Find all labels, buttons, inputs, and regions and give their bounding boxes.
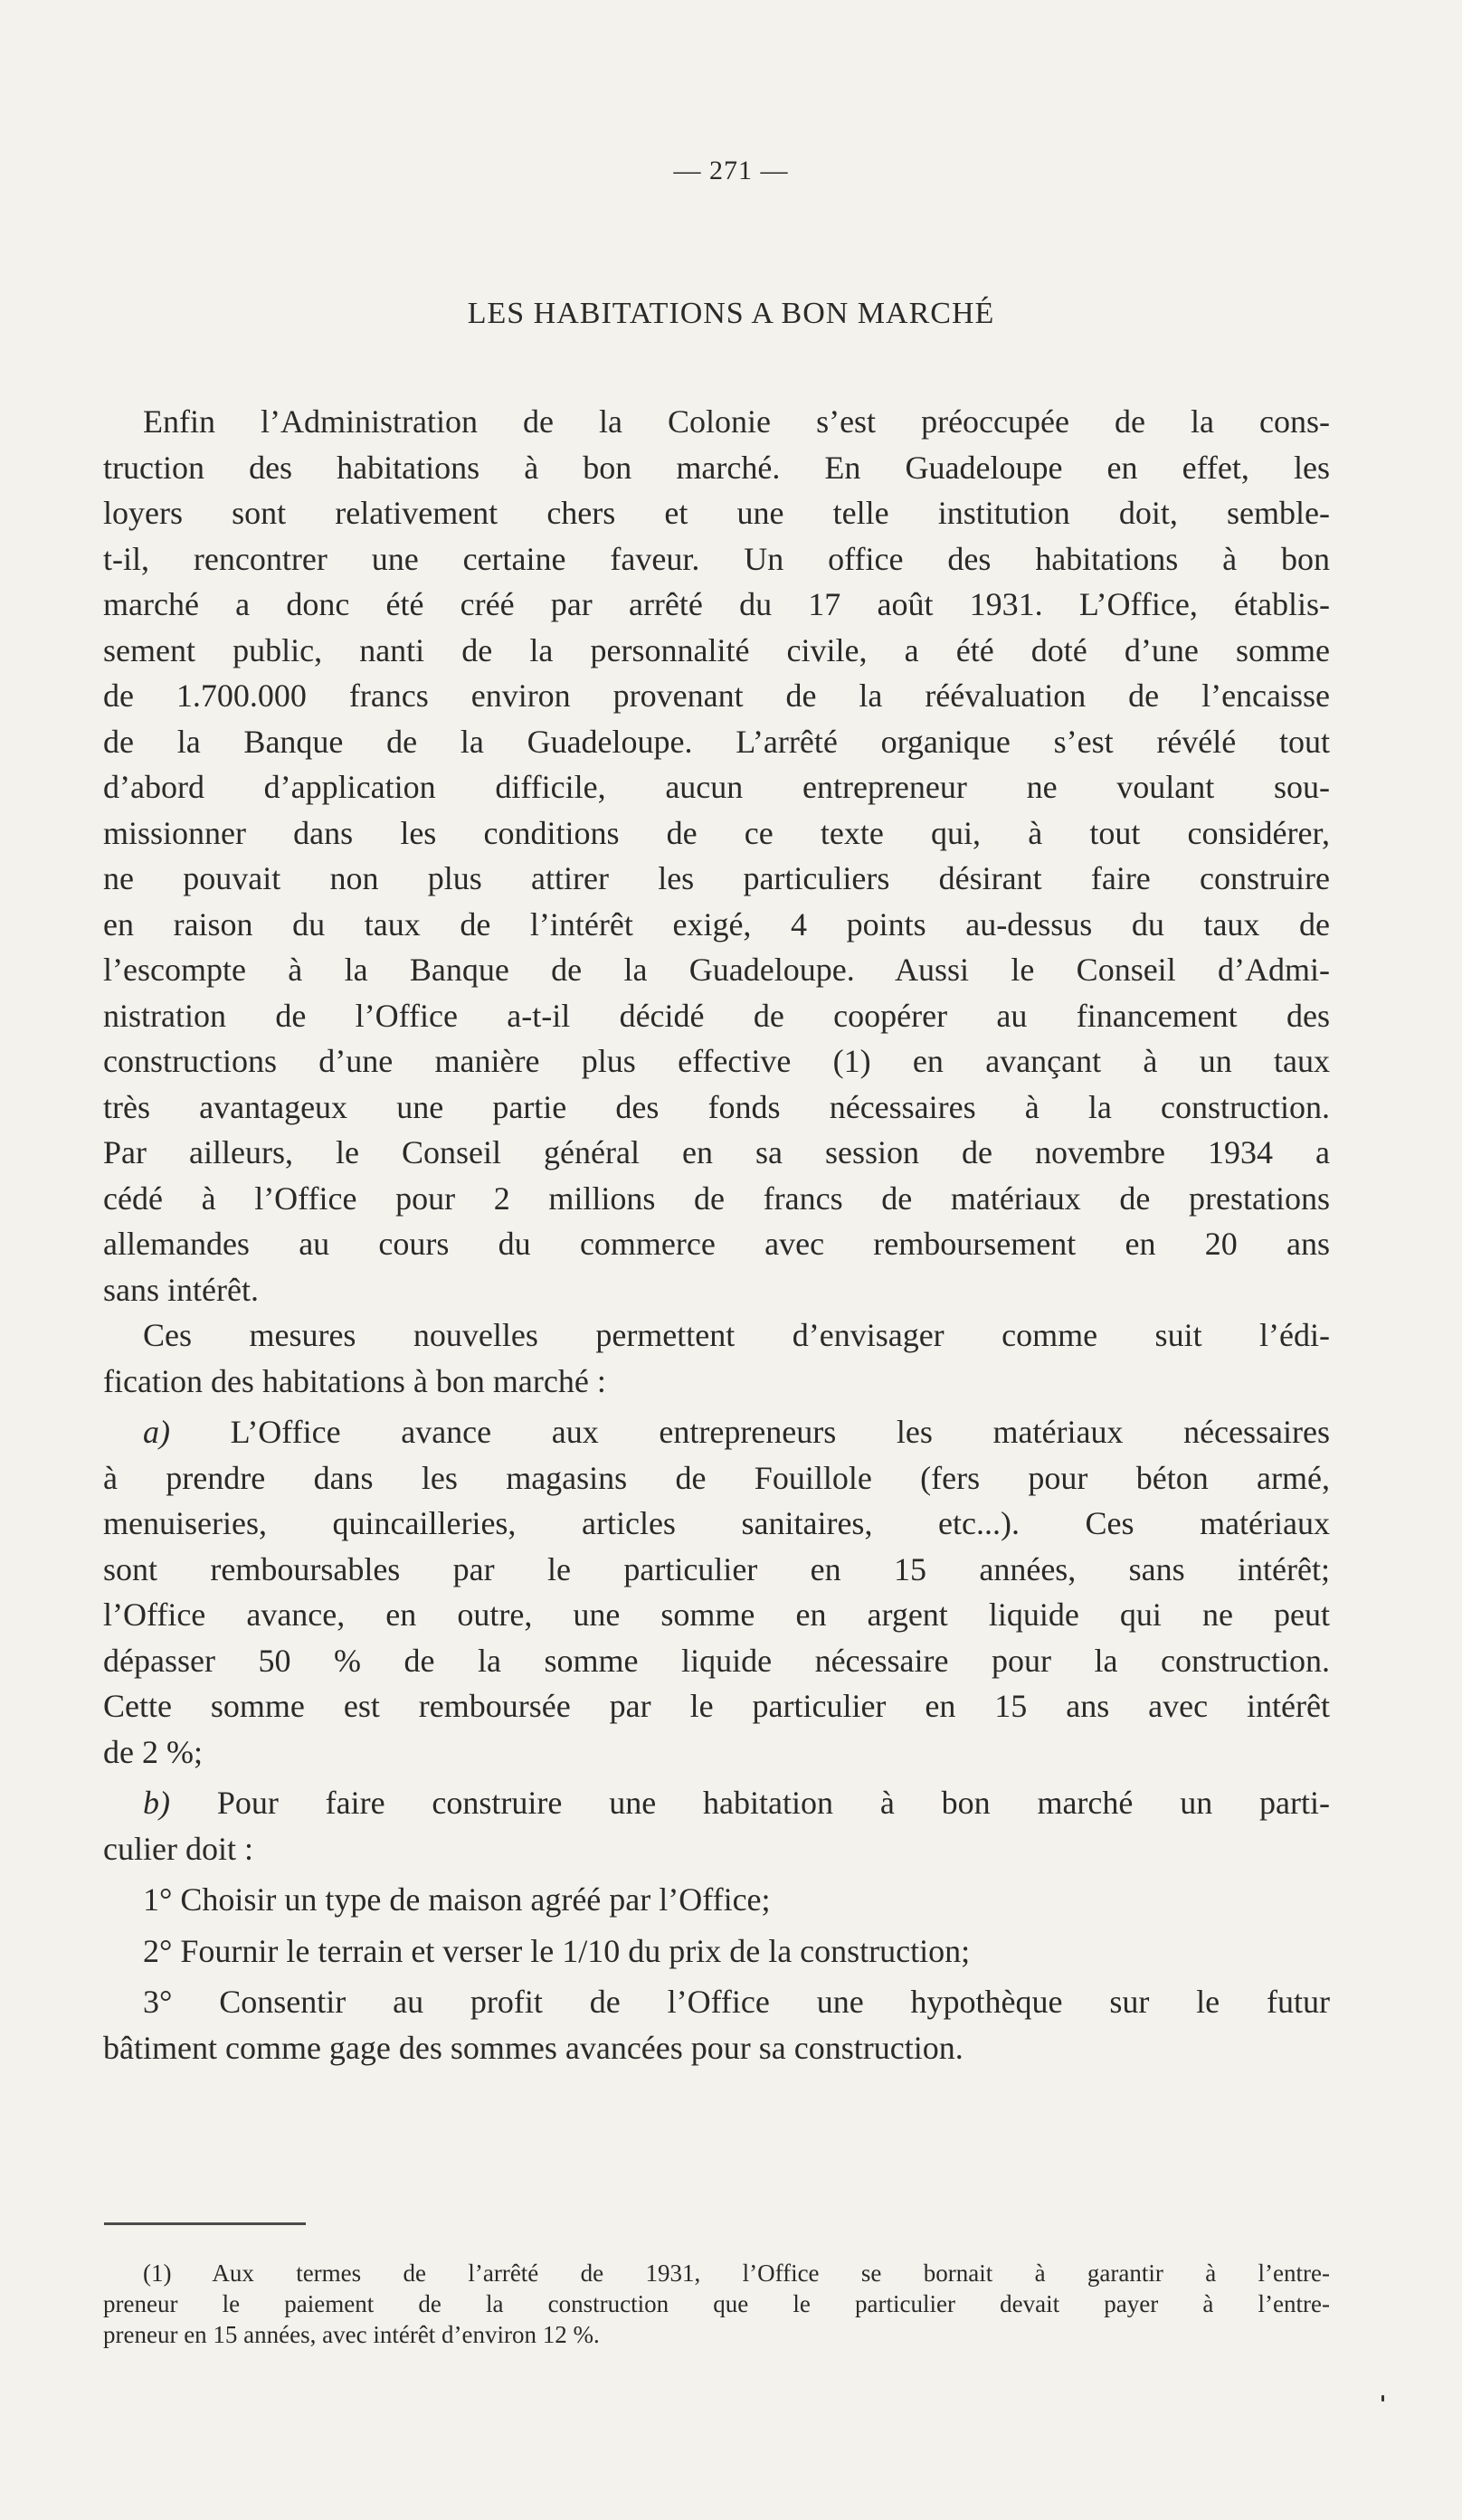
text-line: 2° Fournir le terrain et verser le 1/10 du prix de la construction;: [143, 1932, 971, 1969]
step-3: [103, 1979, 1330, 2070]
text-line: Cette somme est remboursée par le particulier en 15 ans avec intérêt: [103, 1688, 1330, 1724]
text-line: 1° Choisir un type de maison agréé par l’Office;: [143, 1881, 771, 1918]
text-line: de la Banque de la Guadeloupe. L’arrêté organique s’est révélé tout: [103, 723, 1330, 760]
list-item-text: L’Office avance aux entrepreneurs les matériaux nécessaires: [170, 1414, 1330, 1450]
text-line: fication des habitations à bon marché :: [103, 1362, 606, 1399]
text-line: t-il, rencontrer une certaine faveur. Un office des habitations à bon: [103, 540, 1330, 577]
text-line: nistration de l’Office a-t-il décidé de coopérer au financement des: [103, 997, 1330, 1034]
list-item-b: [103, 1780, 1330, 1871]
list-marker: b): [143, 1785, 170, 1821]
text-line: sont remboursables par le particulier en 15 années, sans intérêt;: [103, 1550, 1330, 1587]
text-line: sement public, nanti de la personnalité civile, a été doté d’une somme: [103, 631, 1330, 668]
text-line: à prendre dans les magasins de Fouillole (fers pour béton armé,: [103, 1459, 1330, 1496]
footnote-divider: [104, 2222, 306, 2225]
text-line: missionner dans les conditions de ce texte qui, à tout considérer,: [103, 814, 1330, 851]
text-line: menuiseries, quincailleries, articles sanitaires, etc...). Ces matériaux: [103, 1505, 1330, 1541]
text-line: très avantageux une partie des fonds nécessaires à la construction.: [103, 1088, 1330, 1125]
text-line: [103, 1409, 1330, 1455]
text-line: [103, 1780, 1330, 1826]
text-line: en raison du taux de l’intérêt exigé, 4 points au-dessus du taux de: [103, 905, 1330, 943]
text-line: d’abord d’application difficile, aucun entrepreneur ne voulant sou-: [103, 769, 1330, 805]
ink-speck: [1381, 2395, 1384, 2402]
page-number: — 271 —: [673, 156, 789, 185]
text-line: Ces mesures nouvelles permettent d’envisager comme suit l’édi-: [143, 1317, 1330, 1353]
text-line: loyers sont relativement chers et une telle institution doit, semble-: [103, 495, 1330, 531]
text-line: sans intérêt.: [103, 1271, 259, 1308]
list-item-text: Pour faire construire une habitation à bon marché un parti-: [170, 1785, 1330, 1821]
text-line: l’Office avance, en outre, une somme en argent liquide qui ne peut: [103, 1596, 1330, 1633]
paragraph-intro: [103, 399, 1330, 1312]
text-line: truction des habitations à bon marché. En Guadeloupe en effet, les: [103, 449, 1330, 486]
paragraph-measures: [103, 1312, 1330, 1404]
text-line: marché a donc été créé par arrêté du 17 août 1931. L’Office, établis-: [103, 586, 1330, 622]
step-1: [103, 1877, 1330, 1923]
text-line: de 1.700.000 francs environ provenant de la réévaluation de l’encaisse: [103, 677, 1330, 714]
text-line: bâtiment comme gage des sommes avancées pour sa construction.: [103, 2029, 964, 2066]
text-line: dépasser 50 % de la somme liquide nécessaire pour la construction.: [103, 1642, 1330, 1679]
text-line: 3° Consentir au profit de l’Office une hypothèque sur le futur: [143, 1984, 1330, 2020]
text-line: Enfin l’Administration de la Colonie s’est préoccupée de la cons-: [143, 403, 1330, 440]
text-line: allemandes au cours du commerce avec remboursement en 20 ans: [103, 1226, 1330, 1262]
text-line: ne pouvait non plus attirer les particuliers désirant faire construire: [103, 860, 1330, 896]
text-line: cédé à l’Office pour 2 millions de francs de matériaux de prestations: [103, 1179, 1330, 1217]
list-item-a: [103, 1409, 1330, 1775]
footnote: [103, 2258, 1330, 2350]
step-2: [103, 1928, 1330, 1975]
text-line: culier doit :: [103, 1830, 253, 1867]
footnote-line: preneur le paiement de la construction que le particulier devait payer à l’entre-: [103, 2290, 1330, 2317]
footnote-line: (1) Aux termes de l’arrêté de 1931, l’Office se bornait à garantir à l’entre-: [143, 2259, 1330, 2287]
text-line: constructions d’une manière plus effective (1) en avançant à un taux: [103, 1043, 1330, 1079]
footnote-line: preneur en 15 années, avec intérêt d’environ 12 %.: [103, 2321, 600, 2348]
text-line: l’escompte à la Banque de la Guadeloupe. Aussi le Conseil d’Admi-: [103, 952, 1330, 988]
body-text: [103, 399, 1330, 2070]
text-line: de 2 %;: [103, 1733, 203, 1770]
text-line: Par ailleurs, le Conseil général en sa session de novembre 1934 a: [103, 1134, 1330, 1170]
page-title: LES HABITATIONS A BON MARCHÉ: [467, 297, 995, 330]
list-marker: a): [143, 1414, 170, 1450]
